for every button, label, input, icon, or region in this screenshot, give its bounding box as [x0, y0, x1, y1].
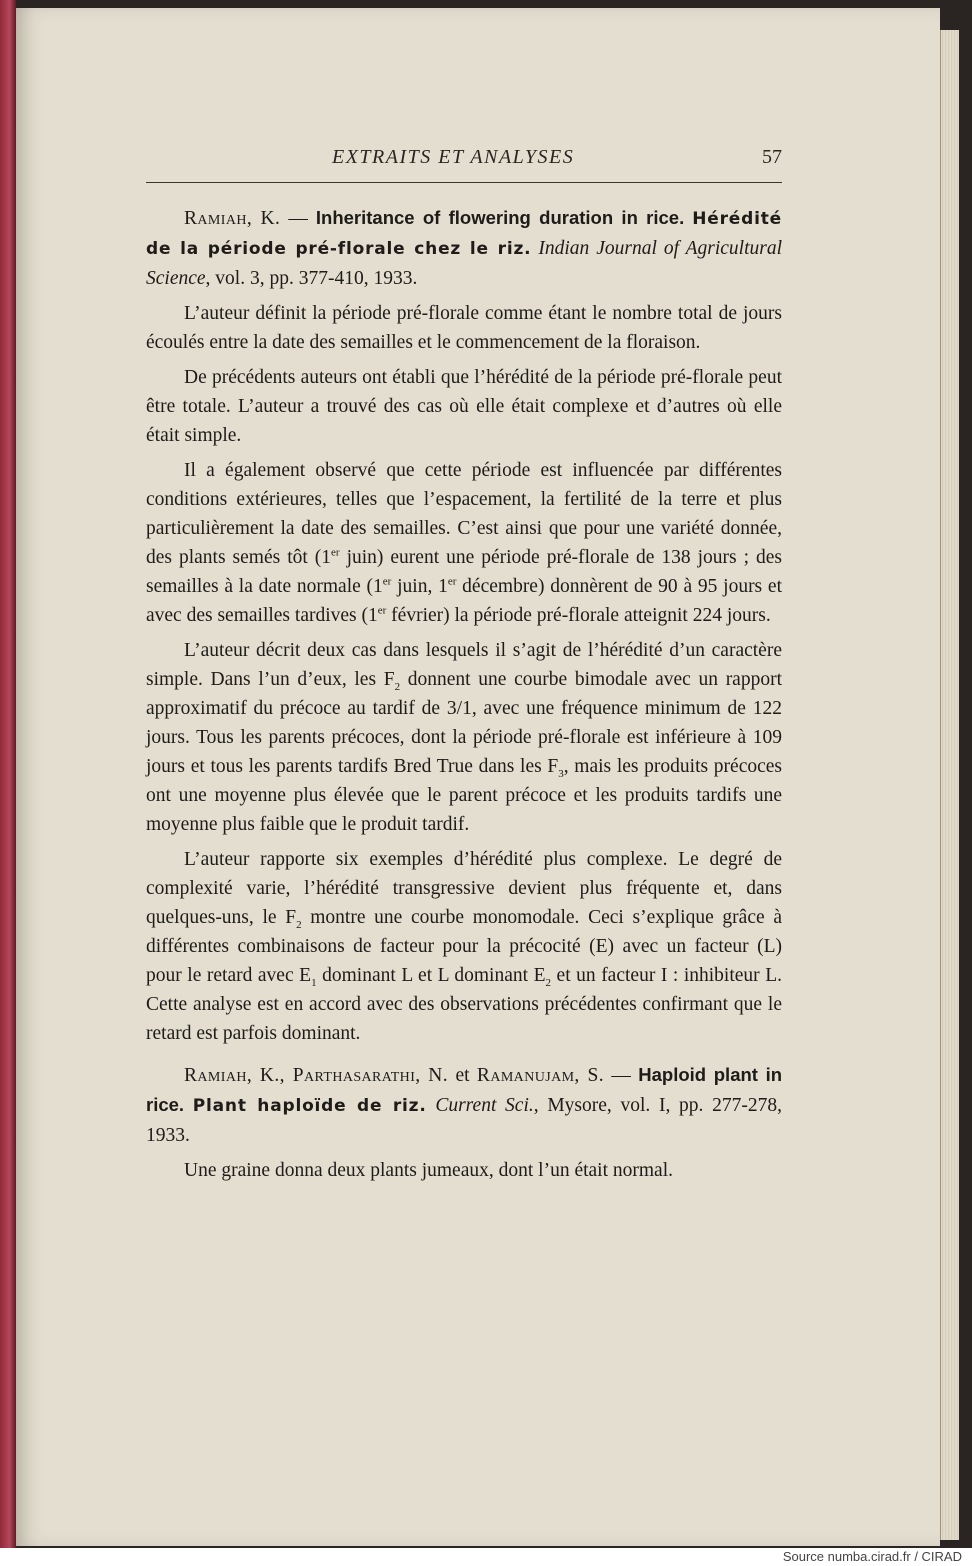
entry-title-french: Plant haploïde de riz.: [192, 1096, 427, 1116]
paragraph-3-text: Il a également observé que cette période est influencée par différentes conditions extérieures, telles que l’espacement, la fertilité de la terre et plus particulièrement la date des semailles. C’est ainsi que pour une variété donnée, des plants semés tôt (1: [146, 460, 782, 568]
entry-journal: Current Sci.: [435, 1095, 534, 1116]
entry-author: Ramanujam, S.: [476, 1065, 604, 1086]
entry-reference: , vol. 3, pp. 377-410, 1933.: [205, 268, 418, 289]
paragraph-3-text: juin) eurent une période pré-florale de 138 jours ; des semailles à la date normale (1: [146, 547, 782, 597]
paragraph-5-text: dominant L et L dominant E: [316, 965, 546, 986]
superscript: er: [377, 604, 387, 617]
entry-journal: Indian Journal of Agricultural Science: [146, 238, 782, 289]
entry-dash: —: [604, 1065, 631, 1086]
paragraph-4: [146, 636, 782, 839]
paragraph-4-text: L’auteur décrit deux cas dans lesquels il s’agit de l’hérédité d’un caractère simple. Dans l’un d’eux, les F: [146, 640, 782, 690]
bibliographic-entry-1: [146, 203, 782, 293]
book-spine: [0, 0, 16, 1548]
paragraph-1: L’auteur définit la période pré-florale comme étant le nombre total de jours écoulés entre la date des semailles et le commencement de la floraison.: [146, 303, 782, 353]
running-head: [146, 146, 782, 180]
running-head-title: EXTRAITS ET ANALYSES: [332, 146, 575, 168]
superscript: er: [382, 575, 392, 588]
paragraph-3: [146, 456, 782, 630]
article-body: [146, 203, 782, 1185]
entry-title-english: Inheritance of flowering duration in rice.: [315, 207, 685, 228]
entry-author: Ramiah, K.: [184, 208, 281, 229]
source-credit: Source numba.cirad.fr / CIRAD: [782, 1549, 962, 1564]
paragraph-5-text: et un facteur I : inhibiteur L. Cette analyse est en accord avec des observations précédentes confirmant que le retard est parfois dominant.: [146, 965, 782, 1044]
page-edges: [940, 30, 959, 1540]
paragraph-2: De précédents auteurs ont établi que l’hérédité de la période pré-florale peut être totale. L’auteur a trouvé des cas où elle était complexe et d’autres où elle était simple.: [146, 367, 782, 446]
subscript: 2: [394, 680, 401, 693]
entry-conjunction: et: [448, 1065, 477, 1086]
superscript: er: [447, 575, 457, 588]
entry-title-french: Hérédité de la période pré-florale chez le riz.: [146, 209, 782, 259]
paragraph-5-text: L’auteur rapporte six exemples d’hérédité plus complexe. Le degré de complexité varie, l’hérédité transgressive devient plus fréquente et, dans quelques-uns, le F: [146, 849, 782, 928]
entry-reference: , Mysore, vol. I, pp. 277-278, 1933.: [146, 1095, 782, 1146]
subscript: 1: [311, 976, 317, 989]
header-rule: [146, 182, 782, 183]
bibliographic-entry-2: [146, 1060, 782, 1150]
subscript: 2: [296, 918, 302, 931]
paragraph-5: [146, 845, 782, 1048]
entry-authors: Ramiah, K., Parthasarathi, N.: [184, 1065, 449, 1086]
paragraph-4-text: , mais les produits précoces ont une moyenne plus élevée que le parent précoce et les produits tardifs une moyenne plus faible que le produit tardif.: [146, 756, 782, 835]
paragraph-5-text: montre une courbe monomodale. Ceci s’explique grâce à différentes combinaisons de facteur pour la précocité (E) avec un facteur (L) pour le retard avec E: [146, 907, 782, 986]
entry-dash: —: [280, 208, 316, 229]
subscript: 3: [558, 767, 564, 780]
paragraph-3-text: février) la période pré-florale atteignit 224 jours.: [386, 605, 771, 626]
subscript: 2: [545, 976, 551, 989]
entry-title-english: Haploid plant in rice.: [146, 1064, 783, 1115]
paragraph-4-text: donnent une courbe bimodale avec un rapport approximatif du précoce au tardif de 3/1, avec une fréquence minimum de 122 jours. Tous les parents précoces, dont la période pré-florale est inférieure à 109 jours et tous les parents tardifs Bred True dans les F: [146, 669, 783, 777]
page-number: 57: [762, 146, 782, 168]
paragraph-6: Une graine donna deux plants jumeaux, dont l’un était normal.: [184, 1160, 673, 1181]
paragraph-3-text: décembre) donnèrent de 90 à 95 jours et avec des semailles tardives (1: [146, 576, 782, 626]
superscript: er: [331, 546, 340, 559]
paragraph-3-text: juin, 1: [391, 576, 448, 597]
